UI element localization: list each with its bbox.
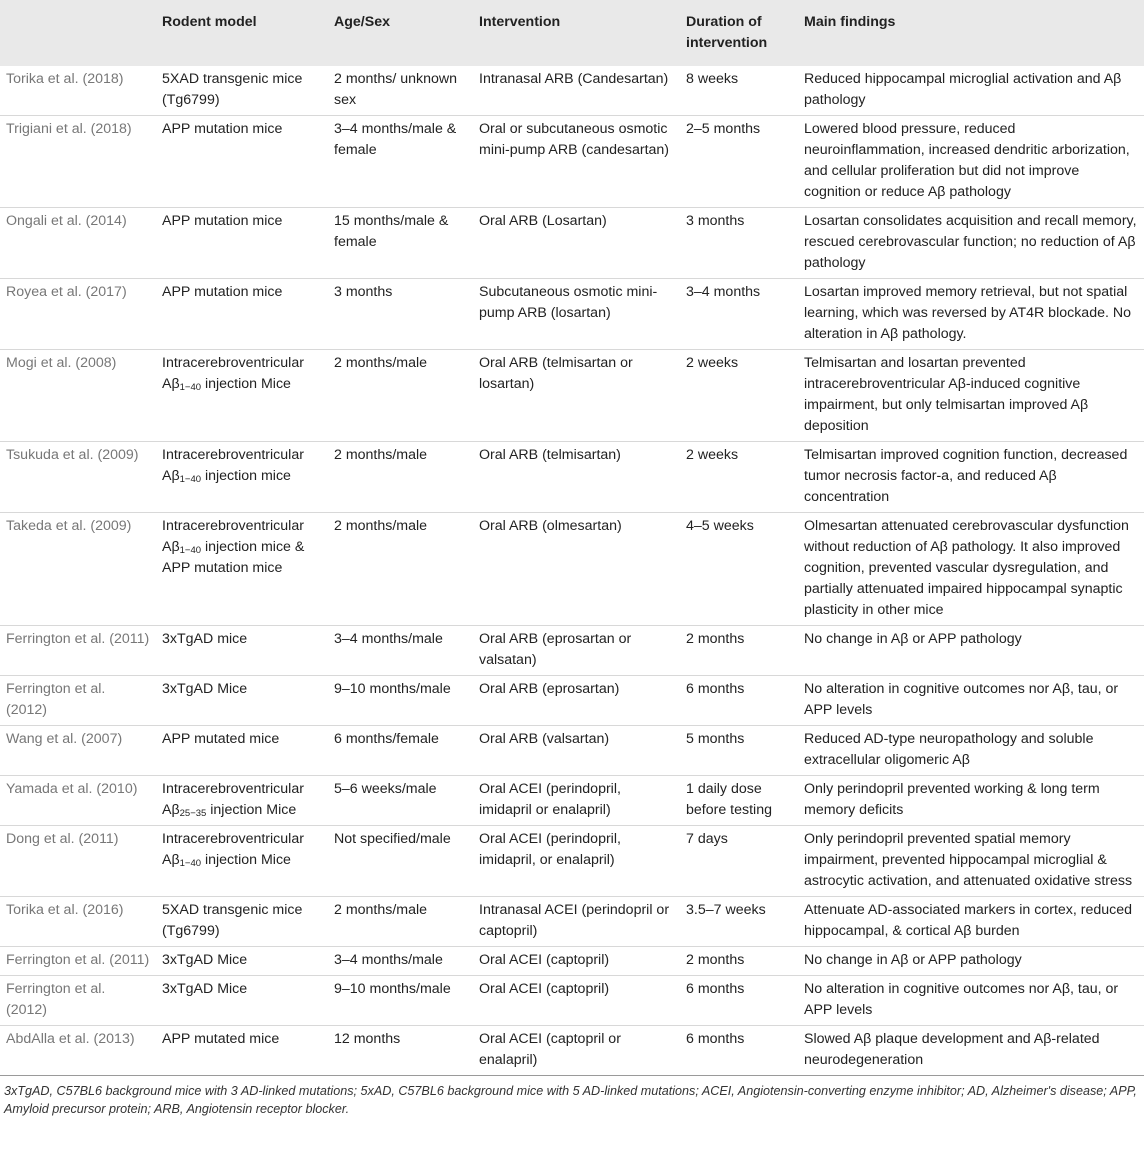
table-row (0, 626, 1144, 676)
table-row (0, 776, 1144, 826)
cell-intervention: Intranasal ACEI (perindopril or captopril) (479, 902, 670, 939)
cell-rodent-model: APP mutated mice (162, 731, 280, 747)
cell-rodent-model (156, 826, 328, 897)
cell-intervention: Oral ARB (telmisartan or losartan) (479, 355, 633, 392)
cell-age-sex: 5–6 weeks/male (334, 781, 437, 797)
model-text-suffix: injection Mice (201, 852, 291, 868)
cell-rodent-model: APP mutated mice (162, 1031, 280, 1047)
header-row (0, 0, 1144, 66)
cell-intervention: Oral ACEI (captopril) (479, 981, 610, 997)
table-row (0, 676, 1144, 726)
cell-main-findings: Attenuate AD-associated markers in cortex, reduced hippocampal, & cortical Aβ burden (804, 902, 1133, 939)
model-subscript: 1−40 (179, 382, 202, 393)
table-row (0, 947, 1144, 976)
model-text: Intracerebroventricular Aβ (162, 447, 304, 484)
cell-duration: 6 months (686, 1031, 745, 1047)
cell-duration: 7 days (686, 831, 728, 847)
cell-intervention: Oral ARB (eprosartan or valsatan) (479, 631, 632, 668)
cell-rodent-model: APP mutation mice (162, 213, 283, 229)
table-row (0, 726, 1144, 776)
cell-rodent-model: APP mutation mice (162, 121, 283, 137)
header-rodent-model: Rodent model (162, 14, 257, 30)
cell-study: Ongali et al. (2014) (6, 213, 127, 229)
cell-intervention: Subcutaneous osmotic mini-pump ARB (losartan) (479, 284, 658, 321)
cell-age-sex: 15 months/male & female (334, 213, 449, 250)
cell-intervention: Oral ARB (eprosartan) (479, 681, 620, 697)
cell-study: Torika et al. (2016) (6, 902, 124, 918)
cell-study: Mogi et al. (2008) (6, 355, 117, 371)
cell-duration: 3.5–7 weeks (686, 902, 766, 918)
cell-study: Torika et al. (2018) (6, 71, 124, 87)
cell-duration: 8 weeks (686, 71, 739, 87)
cell-rodent-model: 5XAD transgenic mice (Tg6799) (162, 902, 303, 939)
model-subscript: 1−40 (179, 474, 202, 485)
model-subscript: 1−40 (179, 545, 202, 556)
table-row (0, 897, 1144, 947)
table-row (0, 442, 1144, 513)
cell-duration: 3–4 months (686, 284, 761, 300)
cell-age-sex: 2 months/male (334, 447, 428, 463)
cell-main-findings: No change in Aβ or APP pathology (804, 952, 1022, 968)
header-age-sex: Age/Sex (334, 14, 390, 30)
cell-age-sex: 2 months/ unknown sex (334, 71, 458, 108)
cell-duration: 4–5 weeks (686, 518, 754, 534)
cell-rodent-model (156, 442, 328, 513)
cell-age-sex: 3–4 months/male (334, 631, 443, 647)
cell-age-sex: 2 months/male (334, 902, 428, 918)
table-body (0, 66, 1144, 1076)
cell-duration: 6 months (686, 981, 745, 997)
cell-study: Royea et al. (2017) (6, 284, 127, 300)
model-subscript: 25−35 (179, 808, 207, 819)
cell-intervention: Oral ARB (telmisartan) (479, 447, 621, 463)
cell-age-sex: 12 months (334, 1031, 401, 1047)
table-row (0, 350, 1144, 442)
cell-main-findings: Slowed Aβ plaque development and Aβ-related neurodegeneration (804, 1031, 1100, 1068)
cell-age-sex: 6 months/female (334, 731, 439, 747)
cell-study: Yamada et al. (2010) (6, 781, 138, 797)
cell-intervention: Oral ARB (Losartan) (479, 213, 607, 229)
cell-main-findings: Only perindopril prevented working & long term memory deficits (804, 781, 1100, 818)
header-main-findings: Main findings (804, 14, 896, 30)
cell-rodent-model: 3xTgAD mice (162, 631, 248, 647)
cell-rodent-model: 3xTgAD Mice (162, 981, 248, 997)
cell-intervention: Oral ARB (olmesartan) (479, 518, 622, 534)
cell-age-sex: 2 months/male (334, 518, 428, 534)
cell-age-sex: 3–4 months/male (334, 952, 443, 968)
model-text: Intracerebroventricular Aβ (162, 355, 304, 392)
header-study (0, 0, 156, 66)
table-row (0, 976, 1144, 1026)
table-row (0, 208, 1144, 279)
cell-duration: 3 months (686, 213, 745, 229)
cell-intervention: Oral ACEI (captopril or enalapril) (479, 1031, 621, 1068)
cell-study: Dong et al. (2011) (6, 831, 119, 847)
cell-main-findings: Reduced AD-type neuropathology and soluble extracellular oligomeric Aβ (804, 731, 1094, 768)
model-subscript: 1−40 (179, 858, 202, 869)
cell-main-findings: No alteration in cognitive outcomes nor Aβ, tau, or APP levels (804, 681, 1119, 718)
cell-age-sex: 3–4 months/male & female (334, 121, 457, 158)
cell-study: Tsukuda et al. (2009) (6, 447, 139, 463)
cell-study: Ferrington et al. (2011) (6, 952, 150, 968)
model-text: Intracerebroventricular Aβ (162, 518, 304, 555)
cell-main-findings: Only perindopril prevented spatial memory impairment, prevented hippocampal microglial & astrocytic activation, and attenuated oxidative stress (804, 831, 1133, 889)
cell-rodent-model (156, 513, 328, 626)
cell-age-sex: 3 months (334, 284, 393, 300)
cell-rodent-model: 5XAD transgenic mice (Tg6799) (162, 71, 303, 108)
model-text-suffix: injection mice (201, 468, 291, 484)
cell-main-findings: Telmisartan and losartan prevented intracerebroventricular Aβ-induced cognitive impairment, but only telmisartan improved Aβ deposition (804, 355, 1089, 434)
cell-age-sex: 9–10 months/male (334, 981, 451, 997)
cell-rodent-model (156, 350, 328, 442)
cell-duration: 2–5 months (686, 121, 761, 137)
cell-duration: 1 daily dose before testing (686, 781, 772, 818)
cell-study: Ferrington et al. (2011) (6, 631, 150, 647)
cell-rodent-model: 3xTgAD Mice (162, 952, 248, 968)
cell-rodent-model: 3xTgAD Mice (162, 681, 248, 697)
cell-intervention: Oral ARB (valsartan) (479, 731, 610, 747)
cell-main-findings: No alteration in cognitive outcomes nor Aβ, tau, or APP levels (804, 981, 1119, 1018)
table-row (0, 826, 1144, 897)
cell-rodent-model (156, 776, 328, 826)
cell-duration: 5 months (686, 731, 745, 747)
cell-study: Wang et al. (2007) (6, 731, 123, 747)
cell-study: Takeda et al. (2009) (6, 518, 132, 534)
cell-duration: 6 months (686, 681, 745, 697)
model-text-suffix: injection Mice (201, 376, 291, 392)
cell-duration: 2 months (686, 631, 745, 647)
cell-age-sex: Not specified/male (334, 831, 451, 847)
model-text-suffix: injection Mice (206, 802, 297, 818)
cell-main-findings: Lowered blood pressure, reduced neuroinflammation, increased dendritic arborization, and cellular proliferation but did not improve cognition or reduce Aβ pathology (804, 121, 1130, 200)
header-intervention: Intervention (479, 14, 561, 30)
cell-main-findings: Telmisartan improved cognition function, decreased tumor necrosis factor-a, and reduced Aβ concentration (804, 447, 1128, 505)
table-row (0, 66, 1144, 116)
cell-duration: 2 months (686, 952, 745, 968)
cell-intervention: Oral ACEI (captopril) (479, 952, 610, 968)
cell-age-sex: 2 months/male (334, 355, 428, 371)
table-row (0, 1026, 1144, 1076)
cell-study: Trigiani et al. (2018) (6, 121, 132, 137)
header-duration: Duration of intervention (686, 14, 768, 51)
model-text-suffix: injection mice & APP mutation mice (162, 539, 305, 576)
cell-intervention: Oral ACEI (perindopril, imidapril, or enalapril) (479, 831, 621, 868)
model-text: Intracerebroventricular Aβ (162, 781, 304, 818)
cell-age-sex: 9–10 months/male (334, 681, 451, 697)
cell-main-findings: Losartan consolidates acquisition and recall memory, rescued cerebrovascular function; no reduction of Aβ pathology (804, 213, 1137, 271)
cell-study: Ferrington et al. (2012) (6, 681, 106, 718)
cell-duration: 2 weeks (686, 447, 739, 463)
table-row (0, 116, 1144, 208)
cell-duration: 2 weeks (686, 355, 739, 371)
table-footnote: 3xTgAD, C57BL6 background mice with 3 AD-linked mutations; 5xAD, C57BL6 background mice with 5 AD-linked mutations; ACEI, Angiotensin-converting enzyme inhibitor; AD, Alzheimer's disease; APP, Amyloid precursor protein; ARB, Angiotensin receptor blocker. (4, 1084, 1137, 1116)
table-row (0, 513, 1144, 626)
cell-intervention: Oral ACEI (perindopril, imidapril or enalapril) (479, 781, 621, 818)
cell-main-findings: Olmesartan attenuated cerebrovascular dysfunction without reduction of Aβ pathology. It also improved cognition, prevented vascular dysregulation, and partially attenuated impaired hippocampal synaptic plasticity in other mice (804, 518, 1129, 618)
cell-rodent-model: APP mutation mice (162, 284, 283, 300)
cell-main-findings: No change in Aβ or APP pathology (804, 631, 1022, 647)
cell-main-findings: Losartan improved memory retrieval, but not spatial learning, which was reversed by AT4R blockade. No alteration in Aβ pathology. (804, 284, 1131, 342)
table-header (0, 0, 1144, 66)
model-text: Intracerebroventricular Aβ (162, 831, 304, 868)
cell-intervention: Intranasal ARB (Candesartan) (479, 71, 669, 87)
cell-study: AbdAlla et al. (2013) (6, 1031, 135, 1047)
cell-intervention: Oral or subcutaneous osmotic mini-pump ARB (candesartan) (479, 121, 670, 158)
table-row (0, 279, 1144, 350)
cell-main-findings: Reduced hippocampal microglial activation and Aβ pathology (804, 71, 1122, 108)
cell-study: Ferrington et al. (2012) (6, 981, 106, 1018)
